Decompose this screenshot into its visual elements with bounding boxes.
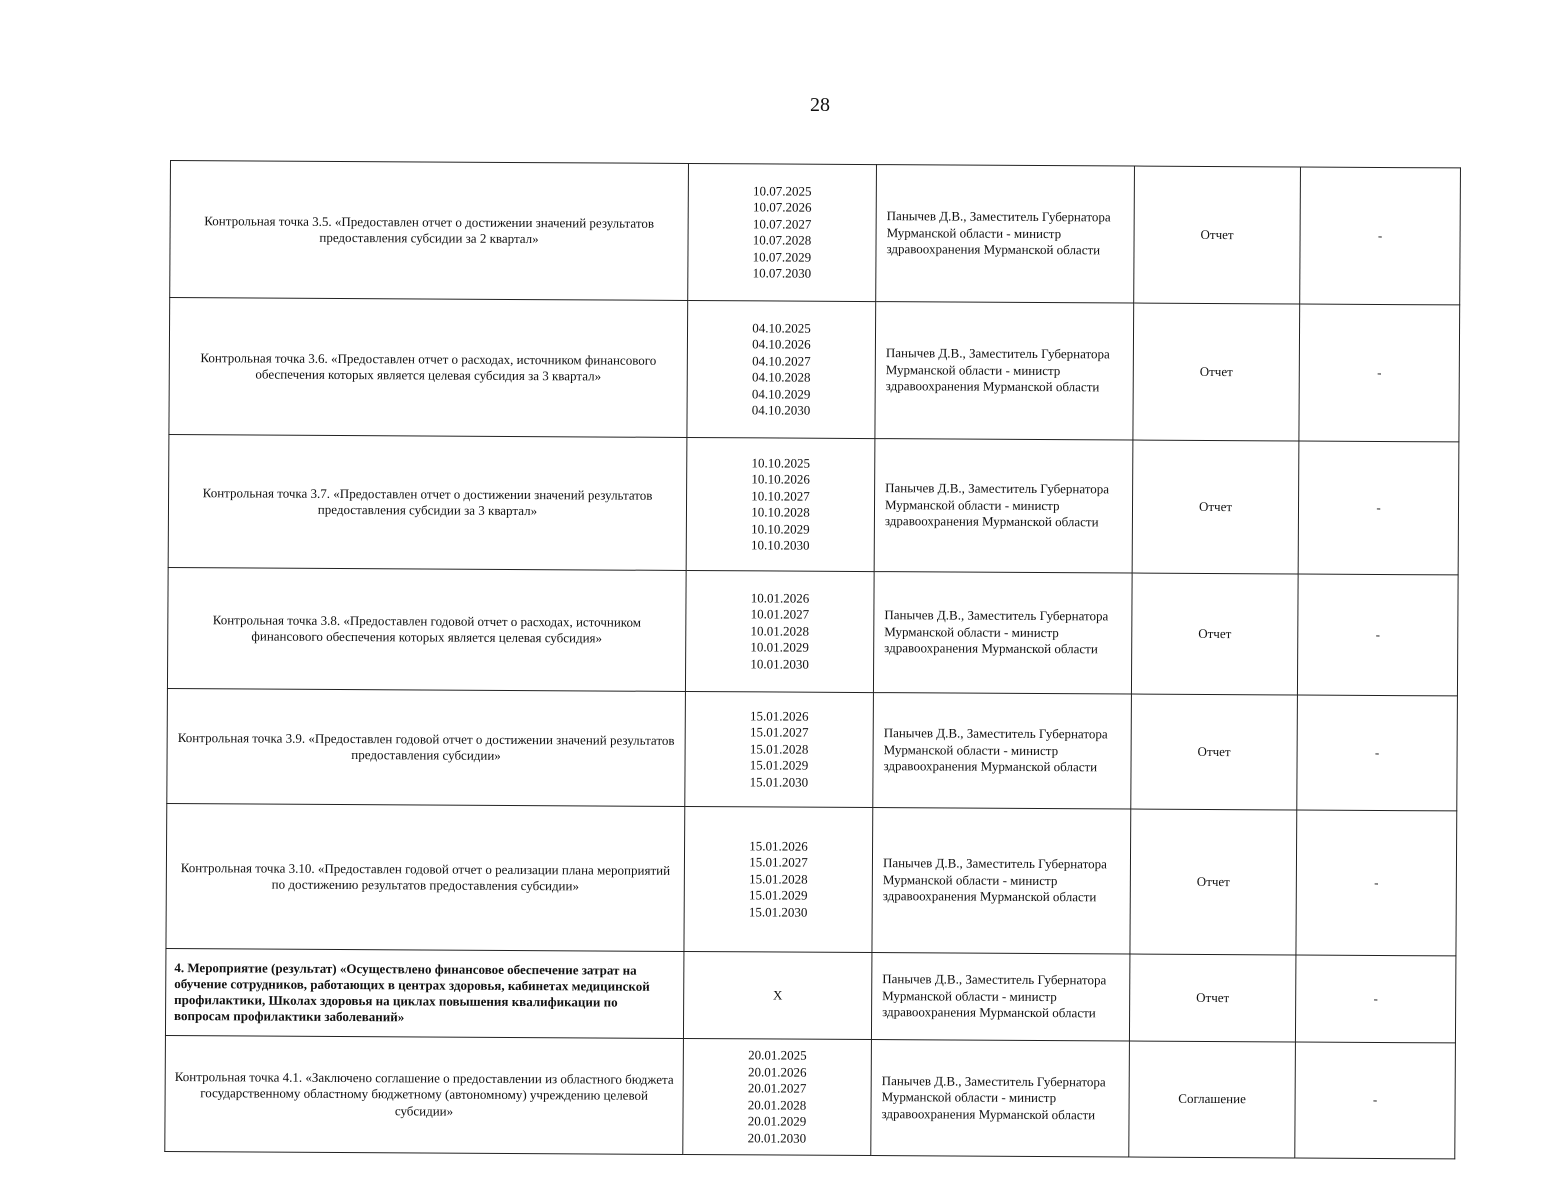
table-row [167,567,1458,695]
control-point-dates [688,163,877,301]
info-system: - [1299,304,1460,442]
control-point-dates [684,806,873,952]
date-value: 10.01.2030 [750,656,809,672]
info-system: - [1297,695,1458,811]
document-type: Отчет [1131,694,1298,810]
document-type: Отчет [1133,303,1300,441]
control-point-name: Контрольная точка 3.6. «Предоставлен отчет о расходах, источником финансового обеспечения которых является целевая субсидия за 3 квартал» [169,298,688,438]
date-value: 10.07.2027 [752,215,812,232]
date-value: 10.01.2028 [750,623,810,639]
responsible-person: Панычев Д.В., Заместитель Губернатора Мурманской области - министр здравоохранения Мурманской области [873,572,1132,694]
control-point-name: Контрольная точка 4.1. «Заключено соглашение о предоставлении из областного бюджета государственному областному бюджетному (автономному) учреждению целевой субсидии» [165,1035,684,1154]
table-row [168,434,1459,574]
date-value: 10.10.2029 [751,520,810,537]
date-value: 20.01.2029 [747,1113,807,1129]
responsible-person: Панычев Д.В., Заместитель Губернатора Мурманской области - министр здравоохранения Мурманской области [871,953,1129,1041]
date-value: 20.01.2025 [748,1047,807,1063]
date-value: 15.01.2027 [749,854,808,870]
date-value: 04.10.2027 [752,352,811,369]
date-value: 10.01.2026 [750,590,810,606]
table-row [165,948,1455,1042]
date-value: 10.07.2028 [752,232,812,248]
date-value: 20.01.2027 [747,1080,807,1096]
info-system: - [1295,1042,1456,1159]
info-system: - [1296,810,1457,956]
control-point-dates [685,570,874,692]
date-value: 10.07.2026 [752,199,812,215]
date-value: 10.10.2030 [750,537,810,553]
responsible-person: Панычев Д.В., Заместитель Губернатора Мурманской области - министр здравоохранения Мурманской области [872,808,1131,954]
date-value: 15.01.2027 [749,724,809,740]
control-point-dates [686,437,875,571]
info-system: - [1298,441,1459,575]
info-system: - [1297,574,1458,696]
table-row [165,1035,1456,1158]
date-value: 10.01.2027 [750,606,810,622]
date-value: 15.01.2026 [750,708,809,724]
date-value: 20.01.2030 [747,1129,807,1146]
date-value: 20.01.2028 [747,1096,807,1113]
responsible-person: Панычев Д.В., Заместитель Губернатора Мурманской области - министр здравоохранения Мурманской области [875,302,1134,440]
table-row [170,161,1461,305]
document-type: Отчет [1132,440,1299,574]
info-system: - [1295,955,1455,1043]
page-number: 28 [810,94,830,116]
control-points-table-wrapper [164,160,1460,1159]
control-point-name: Контрольная точка 3.5. «Предоставлен отчет о достижении значений результатов предоставления субсидии за 2 квартал» [170,161,689,301]
control-points-table [164,160,1461,1159]
date-value: 15.01.2029 [748,887,808,903]
date-value: 04.10.2028 [751,369,811,385]
control-point-name: Контрольная точка 3.8. «Предоставлен годовой отчет о расходах, источником финансового обеспечения которых является целевая субсидия» [167,567,686,691]
date-value: 10.07.2025 [753,182,812,199]
date-value: 10.10.2026 [751,471,810,487]
responsible-person: Панычев Д.В., Заместитель Губернатора Мурманской области - министр здравоохранения Мурманской области [873,693,1132,809]
document-type: Отчет [1131,573,1298,695]
responsible-person: Панычев Д.В., Заместитель Губернатора Мурманской области - министр здравоохранения Мурманской области [871,1040,1130,1157]
document-type: Отчет [1134,166,1301,304]
date-value: X [772,987,783,1003]
control-point-name: Контрольная точка 3.10. «Предоставлен годовой отчет о реализации плана мероприятий по достижению результатов предоставления субсидии» [166,803,685,951]
document-type: Отчет [1130,809,1297,955]
date-value: 04.10.2025 [752,319,811,336]
table-row [169,298,1460,442]
document-type: Соглашение [1129,1041,1296,1158]
info-system: - [1300,167,1461,305]
date-value: 04.10.2026 [752,336,811,352]
control-point-name: Контрольная точка 3.9. «Предоставлен годовой отчет о достижении значений результатов предоставления субсидии» [167,688,686,806]
date-value: 10.10.2028 [751,504,810,520]
activity-name: 4. Мероприятие (результат) «Осуществлено финансовое обеспечение затрат на обучение сотрудников, работающих в центрах здоровья, кабинетах медицинской профилактики, Школах здоровья на циклах повышения квалификации по вопросам профилактики заболеваний» [165,948,683,1038]
date-value: 04.10.2029 [751,385,811,402]
table-row [167,688,1458,810]
date-value: 15.01.2026 [749,838,808,854]
date-value: 10.01.2029 [750,639,809,655]
date-value: 15.01.2030 [748,904,808,920]
date-value: 10.07.2030 [752,265,812,281]
date-value: 15.01.2028 [749,741,809,757]
control-point-dates [683,951,871,1039]
date-value: 10.07.2029 [752,248,812,265]
date-value: 15.01.2030 [749,774,809,790]
control-point-dates [683,1038,872,1155]
control-point-dates [687,300,876,438]
responsible-person: Панычев Д.В., Заместитель Губернатора Мурманской области - министр здравоохранения Мурманской области [874,439,1133,573]
date-value: 15.01.2028 [749,871,808,887]
date-value: 15.01.2029 [749,757,809,773]
control-point-dates [685,691,874,807]
date-value: 20.01.2026 [747,1063,807,1080]
control-point-name: Контрольная точка 3.7. «Предоставлен отчет о достижении значений результатов предоставления субсидии за 3 квартал» [168,434,687,570]
date-value: 10.10.2025 [751,454,811,471]
document-type: Отчет [1129,954,1295,1042]
date-value: 04.10.2030 [751,402,811,418]
table-row [166,803,1457,955]
responsible-person: Панычев Д.В., Заместитель Губернатора Мурманской области - министр здравоохранения Мурманской области [876,165,1135,303]
date-value: 10.10.2027 [751,487,810,504]
